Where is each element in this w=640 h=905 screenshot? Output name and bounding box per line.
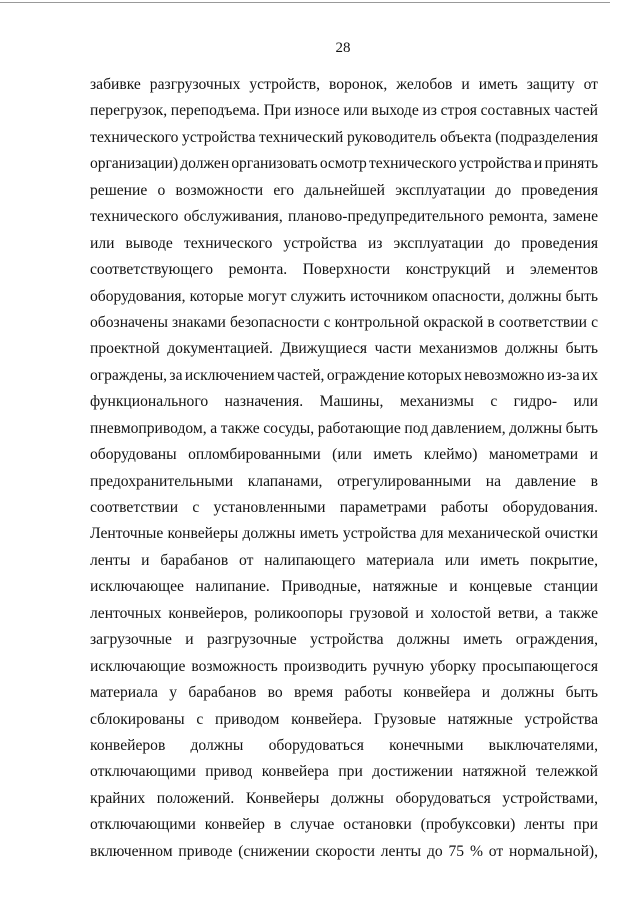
text-line	[90, 151, 598, 177]
text-line-content: оборудования, которые могут служить источником опасности, должны быть	[90, 287, 598, 305]
text-line	[90, 680, 598, 706]
text-line	[90, 204, 598, 230]
document-body	[90, 72, 598, 865]
text-line	[90, 759, 598, 785]
text-line-content: исключающее налипание. Приводные, натяжные и концевые станции	[90, 578, 598, 596]
text-line-content: обозначены знаками безопасности с контрольной окраской в соответствии с	[90, 313, 598, 331]
text-line	[90, 125, 598, 151]
text-line-content: пневмоприводом, а также сосуды, работающие под давлением, должны быть	[90, 419, 598, 437]
text-line-content: организации) должен организовать осмотр технического устройства и принять	[90, 155, 598, 173]
text-line	[90, 574, 598, 600]
text-line	[90, 310, 598, 336]
text-line-content: конвейеров должны оборудоваться конечными выключателями,	[90, 736, 598, 754]
text-line	[90, 521, 598, 547]
text-line-content: отключающими конвейер в случае остановки (пробуксовки) ленты при	[90, 816, 598, 834]
text-line	[90, 733, 598, 759]
text-line-content: крайних положений. Конвейеры должны оборудоваться устройствами,	[90, 789, 598, 807]
text-line	[90, 98, 598, 124]
text-line-content: проектной документацией. Движущиеся части механизмов должны быть	[90, 340, 598, 358]
text-line-content: ограждены, за исключением частей, ограждение которых невозможно из-за их	[90, 366, 598, 384]
page-number: 28	[335, 40, 351, 56]
text-line-content: загрузочные и разгрузочные устройства должны иметь ограждения,	[90, 631, 598, 649]
text-line-content: оборудованы опломбированными (или иметь клеймо) манометрами и	[90, 446, 598, 464]
text-line	[90, 257, 598, 283]
text-line-content: решение о возможности его дальнейшей эксплуатации до проведения	[90, 181, 598, 199]
text-line-content: технического обслуживания, планово-предупредительного ремонта, замене	[90, 208, 598, 226]
text-line	[90, 231, 598, 257]
text-line-content: ленты и барабанов от налипающего материала или иметь покрытие,	[90, 551, 598, 569]
text-line	[90, 812, 598, 838]
text-line	[90, 178, 598, 204]
text-line	[90, 786, 598, 812]
text-line	[90, 363, 598, 389]
text-line	[90, 469, 598, 495]
text-line-content: функционального назначения. Машины, механизмы с гидро- или	[90, 393, 598, 411]
text-line	[90, 284, 598, 310]
text-line-content: ленточных конвейеров, роликоопоры грузовой и холостой ветви, а также	[90, 604, 598, 622]
text-line	[90, 389, 598, 415]
text-line	[90, 495, 598, 521]
scan-edge-line	[0, 2, 610, 3]
text-line-content: материала у барабанов во время работы конвейера и должны быть	[90, 684, 598, 702]
text-line	[90, 839, 598, 865]
text-line	[90, 336, 598, 362]
text-line	[90, 601, 598, 627]
text-line-content: Ленточные конвейеры должны иметь устройства для механической очистки	[90, 525, 598, 543]
text-line	[90, 654, 598, 680]
text-line	[90, 707, 598, 733]
text-line	[90, 548, 598, 574]
text-line-content: забивке разгрузочных устройств, воронок, желобов и иметь защиту от	[90, 76, 598, 93]
text-line	[90, 442, 598, 468]
text-line-content: технического устройства технический руководитель объекта (подразделения	[90, 128, 598, 146]
text-line-content: включенном приводе (снижении скорости ленты до 75 % от нормальной),	[90, 842, 598, 860]
text-line-content: соответствии с установленными параметрами работы оборудования.	[90, 499, 598, 516]
text-line	[90, 72, 598, 98]
text-line-content: предохранительными клапанами, отрегулированными на давление в	[90, 472, 598, 490]
text-line	[90, 416, 598, 442]
text-line-content: или выводе технического устройства из эксплуатации до проведения	[90, 234, 598, 252]
text-line-content: сблокированы с приводом конвейера. Грузовые натяжные устройства	[90, 710, 598, 728]
text-line	[90, 627, 598, 653]
text-line-content: соответствующего ремонта. Поверхности конструкций и элементов	[90, 261, 598, 279]
text-line-content: перегрузок, переподъема. При износе или выходе из строя составных частей	[90, 102, 598, 120]
text-line-content: исключающие возможность производить ручную уборку просыпающегося	[90, 657, 598, 675]
text-line-content: отключающими привод конвейера при достижении натяжной тележкой	[90, 763, 598, 781]
